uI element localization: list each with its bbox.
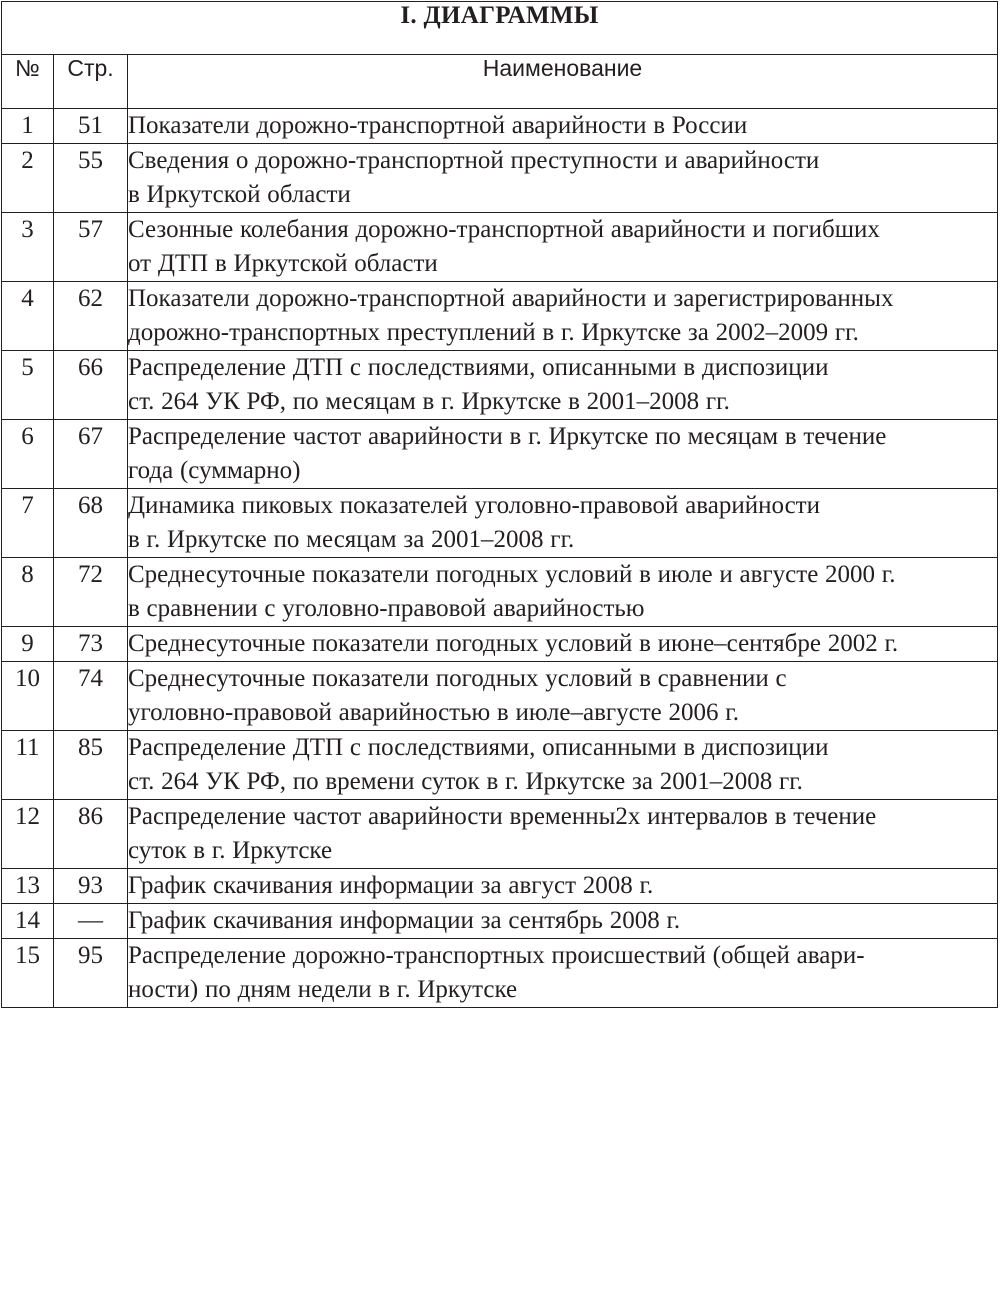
row-name-line: от ДТП в Иркутской области [128,250,438,277]
row-page: 72 [54,558,128,627]
row-number: 7 [2,489,54,558]
row-name [128,731,998,800]
row-page: 86 [54,800,128,869]
row-name-line: Сезонные колебания дорожно-транспортной аварийности и погибших [128,216,880,243]
row-name-line: ст. 264 УК РФ, по времени суток в г. Иркутске за 2001–2008 гг. [128,768,803,795]
row-number: 4 [2,282,54,351]
row-page: 57 [54,213,128,282]
table-body [2,109,998,1008]
row-number: 11 [2,731,54,800]
row-number: 8 [2,558,54,627]
table-row [2,869,998,904]
row-number: 1 [2,109,54,144]
row-page: — [54,904,128,939]
row-page: 66 [54,351,128,420]
row-name-line: Распределение частот аварийности временны2х интервалов в течение [128,803,877,830]
table-row [2,489,998,558]
row-page: 67 [54,420,128,489]
column-header-name: Наименование [128,55,998,109]
row-number: 14 [2,904,54,939]
row-name-line: Распределение ДТП с последствиями, описанными в диспозиции [128,354,829,381]
row-page: 55 [54,144,128,213]
column-header-row [2,55,998,109]
row-name [128,662,998,731]
row-name-line: суток в г. Иркутске [128,837,333,864]
row-name [128,282,998,351]
row-page: 95 [54,939,128,1008]
table-row [2,351,998,420]
section-title: I. ДИАГРАММЫ [2,2,998,55]
row-name-line: в сравнении с уголовно-правовой аварийностью [128,595,645,622]
row-page: 74 [54,662,128,731]
row-page: 62 [54,282,128,351]
row-number: 13 [2,869,54,904]
column-header-num: № [2,55,54,109]
row-name [128,213,998,282]
row-name [128,558,998,627]
table-row [2,420,998,489]
row-name [128,627,998,662]
diagrams-table [1,1,998,1008]
row-name-line: уголовно-правовой аварийностью в июле–августе 2006 г. [128,699,739,726]
table-row [2,627,998,662]
row-name-line: График скачивания информации за август 2008 г. [128,872,654,899]
table-row [2,800,998,869]
row-name-line: Показатели дорожно-транспортной аварийности и зарегистрированных [128,285,894,312]
table-row [2,662,998,731]
row-name-line: года (суммарно) [128,457,301,484]
row-name-line: Динамика пиковых показателей уголовно-правовой аварийности [128,492,820,519]
row-page: 73 [54,627,128,662]
row-name-line: ст. 264 УК РФ, по месяцам в г. Иркутске в 2001–2008 гг. [128,388,730,415]
row-name-line: График скачивания информации за сентябрь 2008 г. [128,907,681,934]
row-name [128,489,998,558]
row-name-line: Среднесуточные показатели погодных условий в сравнении с [128,665,787,692]
row-name-line: Распределение ДТП с последствиями, описанными в диспозиции [128,734,829,761]
row-name-line: Распределение дорожно-транспортных происшествий (общей авари- [128,942,865,969]
row-name-line: дорожно-транспортных преступлений в г. Иркутске за 2002–2009 гг. [128,319,859,346]
row-name-line: в Иркутской области [128,181,351,208]
table-row [2,282,998,351]
table-row [2,904,998,939]
row-name [128,144,998,213]
table-row [2,213,998,282]
row-number: 15 [2,939,54,1008]
row-name-line: ности) по дням недели в г. Иркутске [128,976,518,1003]
row-name [128,939,998,1008]
section-title-row [2,2,998,55]
table-row [2,109,998,144]
table-row [2,144,998,213]
row-page: 68 [54,489,128,558]
row-number: 5 [2,351,54,420]
row-name-line: Распределение частот аварийности в г. Иркутске по месяцам в течение [128,423,887,450]
row-number: 3 [2,213,54,282]
row-page: 85 [54,731,128,800]
row-name-line: Среднесуточные показатели погодных условий в июне–сентябре 2002 г. [128,630,899,657]
table-row [2,558,998,627]
row-name [128,904,998,939]
row-name-line: Показатели дорожно-транспортной аварийности в России [128,112,748,139]
table-row [2,939,998,1008]
row-name [128,109,998,144]
row-page: 93 [54,869,128,904]
row-name [128,869,998,904]
row-number: 2 [2,144,54,213]
row-page: 51 [54,109,128,144]
row-name [128,800,998,869]
row-number: 12 [2,800,54,869]
row-number: 6 [2,420,54,489]
row-name [128,420,998,489]
column-header-page: Стр. [54,55,128,109]
row-number: 9 [2,627,54,662]
row-name [128,351,998,420]
row-name-line: Сведения о дорожно-транспортной преступности и аварийности [128,147,820,174]
row-name-line: в г. Иркутске по месяцам за 2001–2008 гг. [128,526,575,553]
row-number: 10 [2,662,54,731]
table-row [2,731,998,800]
row-name-line: Среднесуточные показатели погодных условий в июле и августе 2000 г. [128,561,896,588]
